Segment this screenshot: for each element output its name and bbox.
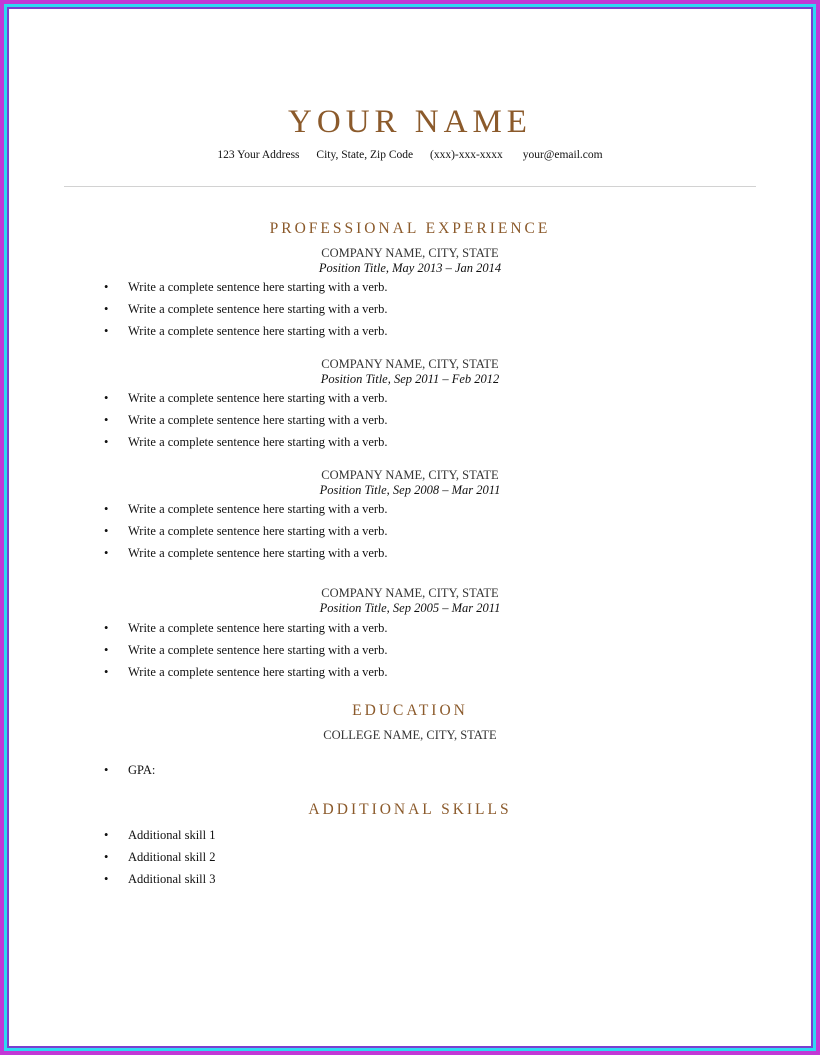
skill-bullet: [104, 850, 216, 865]
bullet-glyph: •: [104, 643, 109, 657]
education-heading: EDUCATION: [352, 702, 468, 719]
bullet-glyph: •: [104, 302, 109, 316]
job-bullet: [104, 435, 387, 450]
resume-name: YOUR NAME: [288, 104, 532, 140]
header-divider: [64, 186, 756, 187]
bullet-text: Write a complete sentence here starting with a verb.: [128, 643, 388, 657]
job-bullet: [104, 280, 387, 295]
bullet-glyph: •: [104, 413, 109, 427]
job-bullet: [104, 324, 387, 339]
job-bullet: [104, 621, 387, 636]
contact-email: your@email.com: [522, 149, 603, 161]
bullet-glyph: •: [104, 391, 109, 405]
contact-line: [12, 149, 808, 161]
bullet-glyph: •: [104, 850, 109, 864]
job-bullet: [104, 502, 387, 517]
college-name: COLLEGE NAME, CITY, STATE: [323, 728, 497, 742]
job-position: Position Title, Sep 2011 – Feb 2012: [320, 372, 500, 386]
contact-phone: (xxx)-xxx-xxxx: [429, 149, 503, 161]
bullet-text: Write a complete sentence here starting with a verb.: [128, 621, 388, 635]
experience-heading: PROFESSIONAL EXPERIENCE: [269, 220, 551, 237]
job-bullet: [104, 524, 387, 539]
bullet-text: Write a complete sentence here starting with a verb.: [128, 302, 388, 316]
bullet-text: Write a complete sentence here starting with a verb.: [128, 435, 388, 449]
bullet-glyph: •: [104, 665, 109, 679]
skills-heading: ADDITIONAL SKILLS: [308, 801, 512, 818]
job-bullet: [104, 546, 387, 561]
bullet-glyph: •: [104, 280, 109, 294]
job-position: Position Title, Sep 2008 – Mar 2011: [319, 483, 501, 497]
job-bullet: [104, 302, 387, 317]
bullet-text: Write a complete sentence here starting with a verb.: [128, 413, 388, 427]
job-bullet: [104, 391, 387, 406]
bullet-text: Write a complete sentence here starting with a verb.: [128, 665, 388, 679]
bullet-text: Additional skill 3: [128, 872, 216, 886]
contact-address: 123 Your Address: [217, 149, 300, 161]
bullet-glyph: •: [104, 621, 109, 635]
bullet-glyph: •: [104, 546, 109, 560]
bullet-glyph: •: [104, 324, 109, 338]
bullet-text: Write a complete sentence here starting with a verb.: [128, 524, 388, 538]
job-company: COMPANY NAME, CITY, STATE: [321, 468, 499, 482]
education-bullet: [104, 763, 155, 778]
bullet-text: Additional skill 2: [128, 850, 216, 864]
job-company: COMPANY NAME, CITY, STATE: [321, 586, 499, 600]
skill-bullet: [104, 872, 216, 887]
job-position: Position Title, May 2013 – Jan 2014: [318, 261, 502, 275]
bullet-text: Write a complete sentence here starting with a verb.: [128, 280, 388, 294]
bullet-text: Write a complete sentence here starting with a verb.: [128, 391, 388, 405]
job-bullet: [104, 643, 387, 658]
bullet-text: Write a complete sentence here starting with a verb.: [128, 546, 388, 560]
bullet-glyph: •: [104, 524, 109, 538]
skill-bullet: [104, 828, 216, 843]
bullet-text: Write a complete sentence here starting with a verb.: [128, 324, 388, 338]
job-position: Position Title, Sep 2005 – Mar 2011: [319, 601, 501, 615]
resume-page: [12, 12, 808, 1043]
bullet-text: Additional skill 1: [128, 828, 216, 842]
bullet-glyph: •: [104, 763, 109, 777]
job-bullet: [104, 413, 387, 428]
bullet-text: Write a complete sentence here starting with a verb.: [128, 502, 388, 516]
job-bullet: [104, 665, 387, 680]
job-company: COMPANY NAME, CITY, STATE: [321, 246, 499, 260]
bullet-glyph: •: [104, 502, 109, 516]
bullet-text: GPA:: [128, 763, 156, 777]
contact-city: City, State, Zip Code: [316, 149, 414, 161]
bullet-glyph: •: [104, 828, 109, 842]
bullet-glyph: •: [104, 872, 109, 886]
job-company: COMPANY NAME, CITY, STATE: [321, 357, 499, 371]
bullet-glyph: •: [104, 435, 109, 449]
